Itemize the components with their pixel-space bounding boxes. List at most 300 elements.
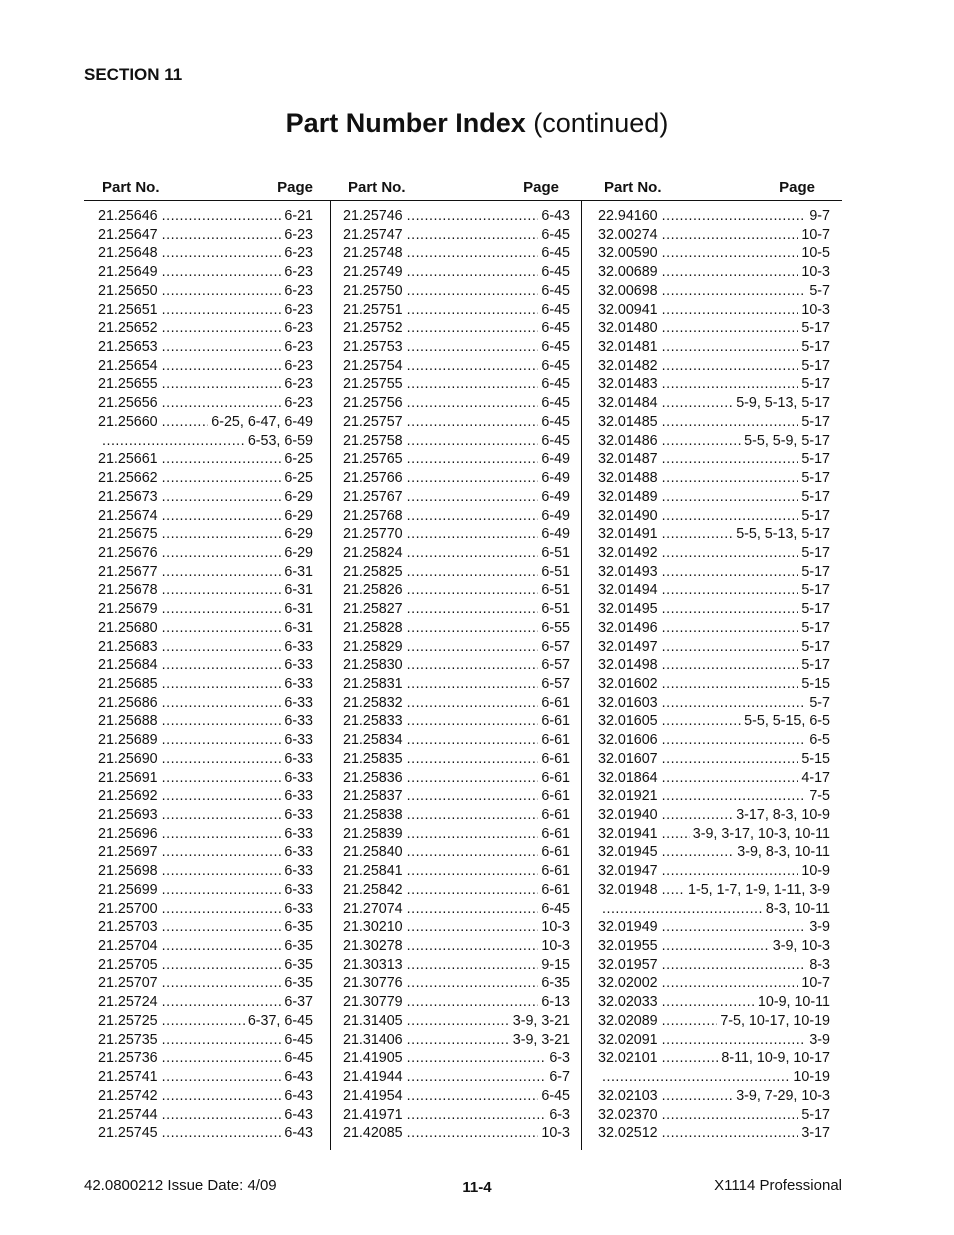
page-reference: 6-49 [541,451,570,468]
dot-leader [162,450,282,469]
part-number: 21.25675 [98,526,158,543]
part-number: 21.25825 [343,563,403,580]
page-reference: 6-45 [541,376,570,393]
index-entry [343,731,570,750]
dot-leader [662,544,799,563]
page-reference: 5-17 [801,544,830,561]
dot-leader [162,750,282,769]
page-reference: 9-7 [809,208,830,224]
dot-leader [662,638,799,657]
part-number: 32.01605 [598,713,658,730]
index-entry [98,806,313,825]
dot-leader [162,974,282,993]
dot-leader [662,918,807,937]
index-entry [98,207,313,226]
dot-leader [662,937,770,956]
index-entry [598,357,830,376]
dot-leader [662,525,734,544]
index-entry [598,1106,830,1125]
title-main: Part Number Index [285,108,526,138]
part-number: 21.25840 [343,844,403,861]
index-entry [98,1106,313,1125]
page-reference: 6-23 [284,282,313,299]
part-number: 32.01955 [598,938,658,955]
title-suffix: (continued) [525,108,669,138]
dot-leader [662,263,799,282]
index-entry [343,544,570,563]
dot-leader [407,1068,547,1087]
page-reference: 6-57 [541,638,570,655]
dot-leader [662,301,799,320]
page-reference: 5-17 [801,638,830,655]
index-entry [343,825,570,844]
part-number: 21.41954 [343,1087,403,1104]
dot-leader [662,319,799,338]
dot-leader [407,1106,547,1125]
index-entry [98,918,313,937]
part-number: 32.01482 [598,357,658,374]
part-number: 21.25679 [98,601,158,618]
part-number: 32.01864 [598,769,658,786]
index-entry [98,843,313,862]
page-reference: 5-5, 5-15, 6-5 [744,713,830,730]
index-entry [598,469,830,488]
part-number: 21.25674 [98,507,158,524]
page-reference: 8-11, 10-9, 10-17 [721,1050,830,1067]
part-number: 32.01498 [598,657,658,674]
dot-leader [662,806,734,825]
part-number: 21.25747 [343,226,403,243]
index-entry [98,750,313,769]
part-number: 21.25650 [98,282,158,299]
dot-leader [662,956,807,975]
part-number: 32.01490 [598,507,658,524]
part-number: 21.27074 [343,900,403,917]
index-entry [598,544,830,563]
page-reference: 6-57 [541,657,570,674]
part-number: 32.01491 [598,526,658,543]
page-reference: 5-17 [801,657,830,674]
page-reference: 6-35 [284,975,313,992]
page-reference: 4-17 [801,769,830,786]
page-reference: 6-7 [549,1069,570,1086]
dot-leader [162,394,282,413]
part-number: 21.25749 [343,264,403,281]
part-number: 21.25678 [98,582,158,599]
index-entry [343,787,570,806]
dot-leader [162,226,282,245]
index-entry [98,1087,313,1106]
part-number: 32.02033 [598,994,658,1011]
index-entry [343,900,570,919]
index-entry [98,413,313,432]
dot-leader [162,694,282,713]
dot-leader [407,750,539,769]
index-entry [598,1087,830,1106]
part-number: 21.41971 [343,1106,403,1123]
index-entry [343,1031,570,1050]
part-number: 32.01606 [598,732,658,749]
page-reference: 3-9, 3-17, 10-3, 10-11 [692,825,830,842]
page-reference: 6-23 [284,320,313,337]
page-reference: 6-33 [284,732,313,749]
index-entry [598,226,830,245]
page-reference: 3-9, 7-29, 10-3 [736,1087,830,1104]
page-reference: 6-49 [541,526,570,543]
dot-leader [407,394,539,413]
part-number: 32.02101 [598,1050,658,1067]
dot-leader [662,226,799,245]
page-reference: 6-31 [284,563,313,580]
dot-leader [162,338,282,357]
index-entry [598,319,830,338]
part-number: 32.01602 [598,675,658,692]
index-entry [343,394,570,413]
page-reference: 6-23 [284,376,313,393]
dot-leader [662,1049,719,1068]
index-column-1 [98,207,313,1143]
part-number: 21.25839 [343,825,403,842]
dot-leader [407,263,539,282]
part-number: 21.25698 [98,863,158,880]
index-entry [98,787,313,806]
index-entry [343,263,570,282]
index-entry [98,469,313,488]
dot-leader [407,694,539,713]
part-number: 21.25826 [343,582,403,599]
page-reference: 6-61 [541,863,570,880]
part-number: 22.94160 [598,208,658,224]
part-number: 21.25751 [343,301,403,318]
dot-leader [407,1049,547,1068]
part-number: 21.25744 [98,1106,158,1123]
dot-leader [662,507,799,526]
index-entry [98,319,313,338]
index-entry [343,432,570,451]
page-reference: 5-15 [801,750,830,767]
dot-leader [162,1087,282,1106]
part-number: 21.30776 [343,975,403,992]
dot-leader [407,450,539,469]
index-entry [598,974,830,993]
page-reference: 6-53, 6-59 [247,432,313,449]
part-number: 32.01492 [598,544,658,561]
part-number: 32.01495 [598,601,658,618]
dot-leader [162,881,282,900]
header-rule [84,200,842,201]
dot-leader [407,301,539,320]
page-reference: 6-25 [284,451,313,468]
index-entry [343,282,570,301]
page-reference: 5-17 [801,488,830,505]
part-number: 32.01486 [598,432,658,449]
dot-leader [662,1012,718,1031]
dot-leader [407,937,539,956]
dot-leader [162,843,282,862]
page-reference: 10-5 [801,245,830,262]
dot-leader [662,712,742,731]
page-reference: 5-17 [801,601,830,618]
index-entry [98,450,313,469]
index-entry [98,581,313,600]
page-reference: 5-17 [801,582,830,599]
page-reference: 7-5 [809,788,830,805]
part-number: 32.00590 [598,245,658,262]
dot-leader [162,357,282,376]
page-reference: 6-61 [541,732,570,749]
page-reference: 6-3 [549,1050,570,1067]
page-reference: 6-31 [284,601,313,618]
index-column-2 [343,207,570,1143]
dot-leader [407,769,539,788]
index-entry [598,525,830,544]
part-number: 21.25689 [98,732,158,749]
index-entry [98,432,313,451]
dot-leader [162,1106,282,1125]
index-entry [598,1068,830,1087]
dot-leader [662,769,799,788]
part-number: 32.01493 [598,563,658,580]
dot-leader [662,1124,799,1143]
part-number: 32.01484 [598,395,658,412]
column-header-1 [102,179,313,199]
dot-leader [407,675,539,694]
page-reference: 5-17 [801,563,830,580]
part-number: 21.25753 [343,339,403,356]
page-reference: 6-45 [541,339,570,356]
index-entry [598,394,830,413]
dot-leader [662,1087,734,1106]
dot-leader [662,207,807,226]
index-entry [343,656,570,675]
dot-leader [162,806,282,825]
index-entry [343,338,570,357]
index-entry [598,656,830,675]
part-number: 32.00941 [598,301,658,318]
dot-leader [662,974,799,993]
part-number: 21.31405 [343,1012,403,1029]
part-number: 32.01941 [598,825,658,842]
part-number: 21.25683 [98,638,158,655]
dot-leader [407,525,539,544]
index-entry [598,282,830,301]
dot-leader [162,488,282,507]
dot-leader [162,301,282,320]
part-number: 32.01957 [598,956,658,973]
part-number: 21.25835 [343,750,403,767]
dot-leader [407,712,539,731]
index-entry [98,1068,313,1087]
page-reference: 6-23 [284,226,313,243]
part-number: 32.01497 [598,638,658,655]
part-number: 21.25703 [98,919,158,936]
part-number: 21.25660 [98,413,158,430]
page-reference: 5-17 [801,376,830,393]
dot-leader [662,450,799,469]
dot-leader [162,862,282,881]
part-number: 21.25654 [98,357,158,374]
page-reference: 6-49 [541,507,570,524]
page-reference: 6-49 [541,470,570,487]
part-number: 21.25680 [98,619,158,636]
part-number: 21.25742 [98,1087,158,1104]
dot-leader [407,469,539,488]
index-entry [343,563,570,582]
page-reference: 6-45 [541,900,570,917]
index-entry [98,394,313,413]
part-number: 32.01603 [598,694,658,711]
index-entry [598,507,830,526]
dot-leader [162,825,282,844]
part-number: 21.30313 [343,956,403,973]
dot-leader [407,1124,539,1143]
part-number: 32.02091 [598,1031,658,1048]
index-entry [598,263,830,282]
dot-leader [407,581,539,600]
dot-leader [162,1031,282,1050]
page-reference: 5-15 [801,675,830,692]
header-part-no: Part No. [348,179,406,196]
part-number: 21.25829 [343,638,403,655]
page-reference: 5-17 [801,413,830,430]
index-entry [98,226,313,245]
page-reference: 6-33 [284,769,313,786]
dot-leader [662,656,799,675]
dot-leader [407,638,539,657]
index-entry [98,656,313,675]
page-reference: 6-61 [541,694,570,711]
page-reference: 6-29 [284,507,313,524]
part-number: 21.25767 [343,488,403,505]
part-number: 32.01494 [598,582,658,599]
part-number: 21.41905 [343,1050,403,1067]
part-number: 21.25768 [343,507,403,524]
index-entry [598,432,830,451]
part-number: 32.01487 [598,451,658,468]
page-reference: 3-17, 8-3, 10-9 [736,807,830,823]
index-entry [598,993,830,1012]
index-entry [343,525,570,544]
index-entry [343,226,570,245]
index-entry [343,1012,570,1031]
page-reference: 5-17 [801,320,830,337]
dot-leader [662,750,799,769]
index-entry [343,1124,570,1143]
part-number: 32.01949 [598,919,658,936]
index-entry [598,787,830,806]
page-reference: 6-45 [284,1050,313,1067]
part-number: 32.01496 [598,619,658,636]
page-reference: 6-61 [541,825,570,842]
part-number: 21.25647 [98,226,158,243]
index-entry [598,301,830,320]
dot-leader [162,619,282,638]
dot-leader [162,469,282,488]
part-number: 21.25833 [343,713,403,730]
page-reference: 6-13 [541,994,570,1011]
dot-leader [407,563,539,582]
header-page: Page [523,179,559,196]
dot-leader [162,675,282,694]
index-entry [98,956,313,975]
page-reference: 6-45 [541,301,570,318]
page-reference: 6-35 [284,919,313,936]
index-entry [343,507,570,526]
index-entry [343,1087,570,1106]
part-number: 21.25836 [343,769,403,786]
dot-leader [662,413,799,432]
page-reference: 6-33 [284,788,313,805]
part-number: 21.25770 [343,526,403,543]
dot-leader [102,432,245,451]
part-number: 21.25699 [98,881,158,898]
dot-leader [407,825,539,844]
dot-leader [407,619,539,638]
index-entry [98,263,313,282]
index-entry [598,731,830,750]
index-entry [598,881,830,900]
page-reference: 5-7 [809,694,830,711]
page-reference: 3-9, 10-3 [772,938,830,955]
index-entry [98,301,313,320]
page-reference: 6-33 [284,844,313,861]
dot-leader [407,207,539,226]
dot-leader [162,656,282,675]
dot-leader [662,881,685,900]
page-reference: 5-5, 5-9, 5-17 [744,432,830,449]
dot-leader [407,1031,510,1050]
part-number: 21.25725 [98,1012,158,1029]
page-reference: 6-33 [284,900,313,917]
dot-leader [407,956,539,975]
index-entry [343,862,570,881]
dot-leader [407,918,539,937]
page-reference: 6-35 [284,938,313,955]
column-divider [330,201,331,1150]
index-entry [98,244,313,263]
dot-leader [662,825,690,844]
page-reference: 10-3 [541,938,570,955]
page-reference: 6-33 [284,638,313,655]
index-entry [598,413,830,432]
index-entry [598,694,830,713]
part-number: 21.25685 [98,675,158,692]
part-number: 32.01488 [598,470,658,487]
part-number: 32.01480 [598,320,658,337]
page-reference: 6-51 [541,582,570,599]
part-number: 21.25688 [98,713,158,730]
dot-leader [662,581,799,600]
part-number: 21.25700 [98,900,158,917]
index-entry [598,769,830,788]
page-reference: 7-5, 10-17, 10-19 [720,1012,830,1029]
index-entry [343,806,570,825]
dot-leader [407,900,539,919]
part-number: 21.25766 [343,470,403,487]
dot-leader [407,843,539,862]
part-number: 21.25676 [98,544,158,561]
page-reference: 6-33 [284,863,313,880]
index-entry [98,619,313,638]
index-entry [343,843,570,862]
dot-leader [162,544,282,563]
page-reference: 6-45 [541,264,570,281]
part-number: 32.00274 [598,226,658,243]
page-reference: 6-33 [284,694,313,711]
dot-leader [162,1049,282,1068]
page-reference: 10-3 [541,919,570,936]
dot-leader [162,731,282,750]
